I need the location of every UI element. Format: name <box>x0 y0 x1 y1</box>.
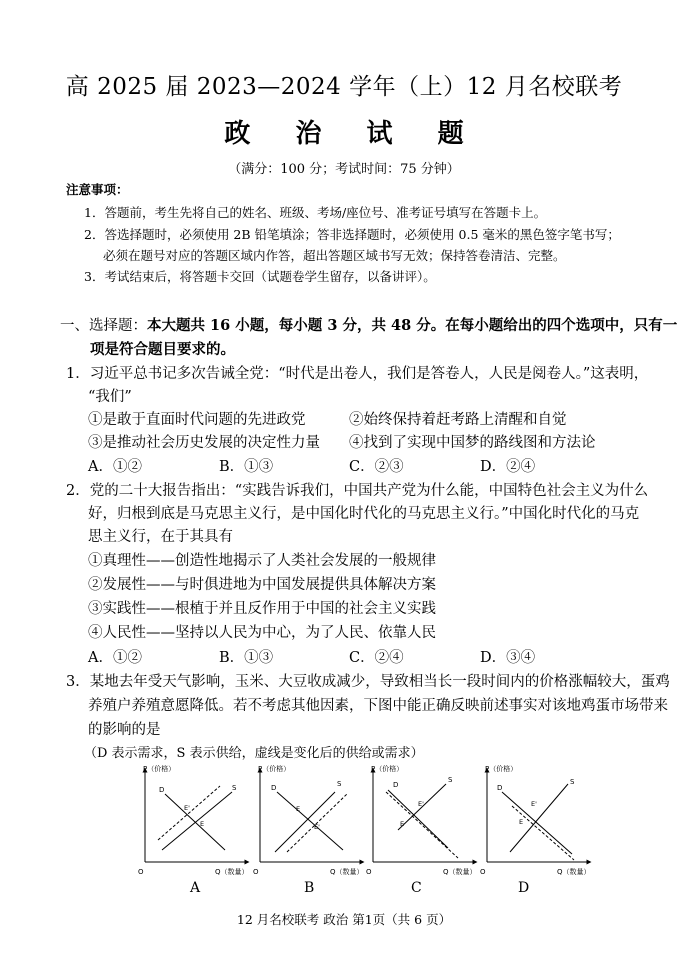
notice-item-2-cont: 必须在题号对应的答题区域内作答，超出答题区域书写无效；保持答卷清洁、完整。 <box>103 248 566 263</box>
graph-a-origin: O <box>138 868 144 876</box>
graph-a-demand-line <box>165 794 225 850</box>
q2-statement-3: ③实践性——根植于并且反作用于中国的社会主义实践 <box>88 601 436 617</box>
subject-title: 政 治 试 题 <box>224 119 482 149</box>
notice-item-3: 3．考试结束后，将答题卡交回（试题卷学生留存，以备讲评）。 <box>84 269 436 284</box>
notice-item-2: 2．答选择题时，必须使用 2B 铅笔填涂；答非选择题时，必须使用 0.5 毫米的黑色签字笔书写； <box>84 227 620 242</box>
q2-stem-cont-1: 好，归根到底是马克思主义行，是中国化时代化的马克思主义行。”中国化时代化的马克 <box>88 506 640 522</box>
q1-option-c[interactable]: C．②③ <box>349 459 404 475</box>
q1-option-a[interactable]: A．①② <box>88 459 142 475</box>
q2-option-a[interactable]: A．①② <box>88 650 142 666</box>
graph-b-supply-line <box>275 792 335 852</box>
graph-c-e-new-label: E' <box>418 800 424 808</box>
graph-a-e-label: E <box>200 820 205 828</box>
section-heading <box>60 314 677 335</box>
graph-a-x-label: Q（数量） <box>215 868 249 876</box>
q1-statement-2: ②始终保持着赶考路上清醒和自觉 <box>349 412 567 428</box>
q2-statement-1: ①真理性——创造性地揭示了人类社会发展的一般规律 <box>88 553 436 569</box>
graph-a-e-new-label: E' <box>184 804 190 812</box>
graph-d-caption: D <box>518 880 530 896</box>
graph-c-s-label: S <box>448 776 453 784</box>
graph-b-demand-line <box>277 792 343 850</box>
graph-d-s-label: S <box>570 778 575 786</box>
graph-c-y-label: P（价格） <box>371 765 404 773</box>
graph-b-caption: B <box>304 880 315 896</box>
graph-b[interactable] <box>253 764 364 876</box>
q1-stem-cont: “我们” <box>88 389 132 405</box>
exam-title: 高 2025 届 2023—2024 学年（上）12 月名校联考 <box>65 74 623 100</box>
q3-stem-cont-1: 养殖户养殖意愿降低。若不考虑其他因素，下图中能正确反映前述事实对该地鸡蛋市场带来 <box>88 698 668 714</box>
graph-b-e-new-label: E' <box>314 823 320 831</box>
section-prefix: 一、选择题： <box>60 318 147 334</box>
q2-stem: 2．党的二十大报告指出：“实践告诉我们，中国共产党为什么能，中国特色社会主义为什么 <box>66 483 649 499</box>
q2-option-d[interactable]: D．③④ <box>480 650 536 666</box>
q1-statement-4: ④找到了实现中国梦的路线图和方法论 <box>349 435 596 451</box>
graph-a-s-label: S <box>232 784 237 792</box>
graph-d-new-demand-line <box>512 806 574 860</box>
graph-c-e-label: E <box>400 820 405 828</box>
graph-d-e-new-label: E' <box>531 800 537 808</box>
page-footer: 12 月名校联考 政治 第1页（共 6 页） <box>236 912 452 927</box>
q2-stem-cont-2: 思主义行，在于其具有 <box>88 529 233 545</box>
graph-c-d-label: D <box>393 781 399 789</box>
q3-note: （D 表示需求，S 表示供给，虚线是变化后的供给或需求） <box>84 746 424 761</box>
graph-b-e-label: E <box>296 805 301 813</box>
notice-item-1: 1．答题前，考生先将自己的姓名、班级、考场/座位号、准考证号填写在答题卡上。 <box>84 205 547 220</box>
graph-d-y-label: P（价格） <box>485 765 518 773</box>
notice-title: 注意事项： <box>66 182 129 197</box>
q3-stem: 3．某地去年受天气影响，玉米、大豆收成减少，导致相当长一段时间内的价格涨幅较大，蛋鸡 <box>66 674 670 690</box>
q2-option-c[interactable]: C．②④ <box>349 650 404 666</box>
graph-c[interactable] <box>366 764 477 876</box>
graph-a-d-label: D <box>159 786 165 794</box>
q2-statement-2: ②发展性——与时俱进地为中国发展提供具体解决方案 <box>88 577 436 593</box>
graph-a-caption: A <box>190 880 201 896</box>
score-info: （满分：100 分；考试时间：75 分钟） <box>228 162 460 177</box>
q2-option-b[interactable]: B．①③ <box>219 650 274 666</box>
graph-b-s-label: S <box>337 780 342 788</box>
q1-option-d[interactable]: D．②④ <box>480 459 536 475</box>
q2-statement-4: ④人民性——坚持以人民为中心，为了人民、依靠人民 <box>88 625 436 641</box>
graph-c-x-label: Q（数量） <box>443 868 477 876</box>
q1-statement-1: ①是敢于直面时代问题的先进政党 <box>88 412 306 428</box>
graph-c-caption: C <box>411 880 422 896</box>
graph-b-origin: O <box>253 868 259 876</box>
section-desc-cont: 项是符合题目要求的。 <box>90 341 235 358</box>
q3-stem-cont-2: 的影响的是 <box>88 722 161 738</box>
graph-d[interactable] <box>480 764 591 876</box>
q3-graphs <box>0 762 688 902</box>
graph-b-y-label: P（价格） <box>258 765 291 773</box>
section-desc: 本大题共 16 小题，每小题 3 分，共 48 分。在每小题给出的四个选项中，只有一 <box>147 317 678 334</box>
graph-b-d-label: D <box>271 784 277 792</box>
graph-c-demand-line <box>388 790 448 848</box>
graph-d-d-label: D <box>497 784 503 792</box>
graph-d-x-label: Q（数量） <box>557 868 591 876</box>
graph-a-y-label: P（价格） <box>143 765 176 773</box>
graph-b-x-label: Q（数量） <box>330 868 364 876</box>
q1-stem: 1．习近平总书记多次告诫全党：“时代是出卷人，我们是答卷人，人民是阅卷人。”这表明， <box>66 366 649 382</box>
q1-statement-3: ③是推动社会历史发展的决定性力量 <box>88 435 320 451</box>
graph-c-origin: O <box>366 868 372 876</box>
graph-a[interactable] <box>138 764 249 876</box>
graph-d-e-label: E <box>519 818 524 826</box>
graph-d-origin: O <box>480 868 486 876</box>
graph-a-new-supply-line <box>158 786 220 840</box>
q1-option-b[interactable]: B．①③ <box>219 459 274 475</box>
graph-d-demand-line <box>502 792 572 854</box>
